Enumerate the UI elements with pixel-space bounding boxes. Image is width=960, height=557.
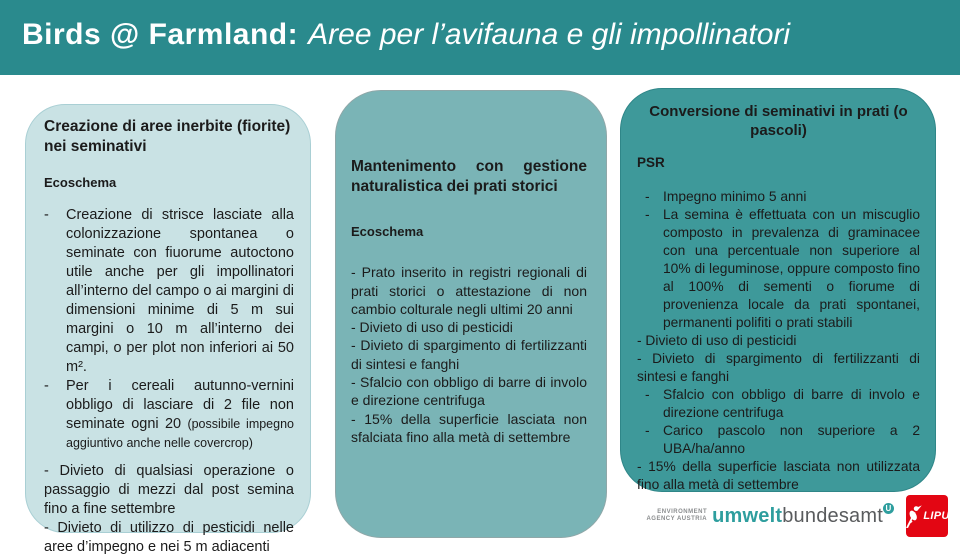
list-item-text: La semina è effettuata con un miscuglio composto in prevalenza di graminacee con una percentuale non superiore al 10% di leguminose, oppure composto fino al 100% di sementi o fiorume di provenienza locale da prati spontanei, permanenti polifiti o prati stabili: [663, 207, 920, 330]
bullet-dash: -: [44, 378, 49, 394]
uba-word-bundesamt: bundesamt: [782, 504, 883, 527]
slide-header: [0, 0, 960, 75]
bird-icon: [904, 503, 922, 529]
list-item-text: Impegno minimo 5 anni: [663, 189, 807, 204]
list-item-text: - Divieto di qualsiasi operazione o passaggio di mezzi dal post semina fino a fine settembre: [44, 463, 294, 517]
bullet-dash: -: [645, 387, 650, 402]
list-item-text: Creazione di strisce lasciate alla colonizzazione spontanea o seminate con fiuorume autoctono utile anche per gli impollinatori all’interno del campo o ai margini di dimensioni minime di 5 m sui margini o 10 m all’interno dei campi, o per plot non inferiori ai 50 m².: [66, 207, 294, 375]
uba-badge-icon: U: [883, 503, 894, 514]
list-item: [637, 422, 920, 458]
list-item-text-note: (possibile impegno aggiuntivo anche nelle covercrop): [66, 417, 294, 450]
title-main: Birds @ Farmland:: [22, 17, 299, 51]
scheme-label-psr: PSR: [637, 155, 665, 170]
lipu-logo: [906, 495, 948, 537]
list-item-text: - 15% della superficie lasciata non sfalciata fino alla metà di settembre: [351, 410, 587, 445]
card-aree-inerbite: [25, 104, 311, 555]
umweltbundesamt-logo: [646, 505, 894, 528]
uba-word-umwelt: umwelt: [712, 504, 783, 527]
card-aree-inerbite-title: Creazione di aree inerbite (fiorite) nei seminativi: [44, 118, 291, 155]
list-item: [44, 206, 294, 377]
card-conversione-title: Conversione di seminativi in prati (o pascoli): [649, 103, 908, 139]
list-item-text: - Divieto di uso di pesticidi: [637, 333, 797, 348]
card-prati-storici: [335, 90, 607, 538]
uba-agency-line1: ENVIRONMENT: [657, 509, 708, 515]
list-item-text: - Divieto di spargimento di fertilizzanti di sintesi e fanghi: [637, 351, 920, 384]
list-item-text: - 15% della superficie lasciata non utilizzata fino alla metà di settembre: [637, 459, 920, 492]
list-item-text: - Divieto di spargimento di fertilizzanti di sintesi e fanghi: [351, 337, 587, 372]
footer-logos: [646, 494, 948, 538]
list-item: [637, 206, 920, 332]
list-item-text: - Divieto di utilizzo di pesticidi nelle aree d’impegno e nei 5 m adiacenti: [44, 520, 294, 555]
list-item-text: [66, 377, 294, 453]
list-item-text: - Prato inserito in registri regionali di prati storici o attestazione di non cambio colturale negli ultimi 20 anni: [351, 264, 587, 317]
card-prati-storici-title: Mantenimento con gestione naturalistica dei prati storici: [351, 158, 587, 195]
bullet-dash: -: [645, 207, 650, 222]
title-subtitle: Aree per l’avifauna e gli impollinatori: [308, 17, 791, 51]
card-conversione-seminativi: [620, 88, 936, 492]
scheme-label-ecoschema: Ecoschema: [351, 224, 424, 239]
bullet-dash: -: [645, 189, 650, 204]
uba-agency-line2: AGENCY AUSTRIA: [646, 516, 708, 522]
list-item-text-main: Per i cereali autunno-vernini obbligo di lasciare di 2 file non seminate ogni 20: [66, 378, 294, 432]
page-title: [22, 18, 790, 52]
list-item-text: - Divieto di uso di pesticidi: [351, 319, 513, 336]
list-item-text: Carico pascolo non superiore a 2 UBA/ha/anno: [663, 423, 920, 456]
uba-wordmark: [712, 505, 894, 528]
scheme-label-ecoschema: Ecoschema: [44, 175, 117, 190]
list-item: [44, 377, 294, 453]
list-item-text: - Sfalcio con obbligo di barre di involo e direzione centrifuga: [351, 374, 587, 409]
list-item-text: Sfalcio con obbligo di barre di involo e direzione centrifuga: [663, 387, 920, 420]
bullet-dash: -: [645, 423, 650, 438]
lipu-logo-label: LIPU: [923, 510, 950, 522]
bullet-dash: -: [44, 207, 49, 223]
list-item: [637, 188, 920, 206]
uba-agency-text: [646, 509, 707, 523]
list-item: [637, 386, 920, 422]
